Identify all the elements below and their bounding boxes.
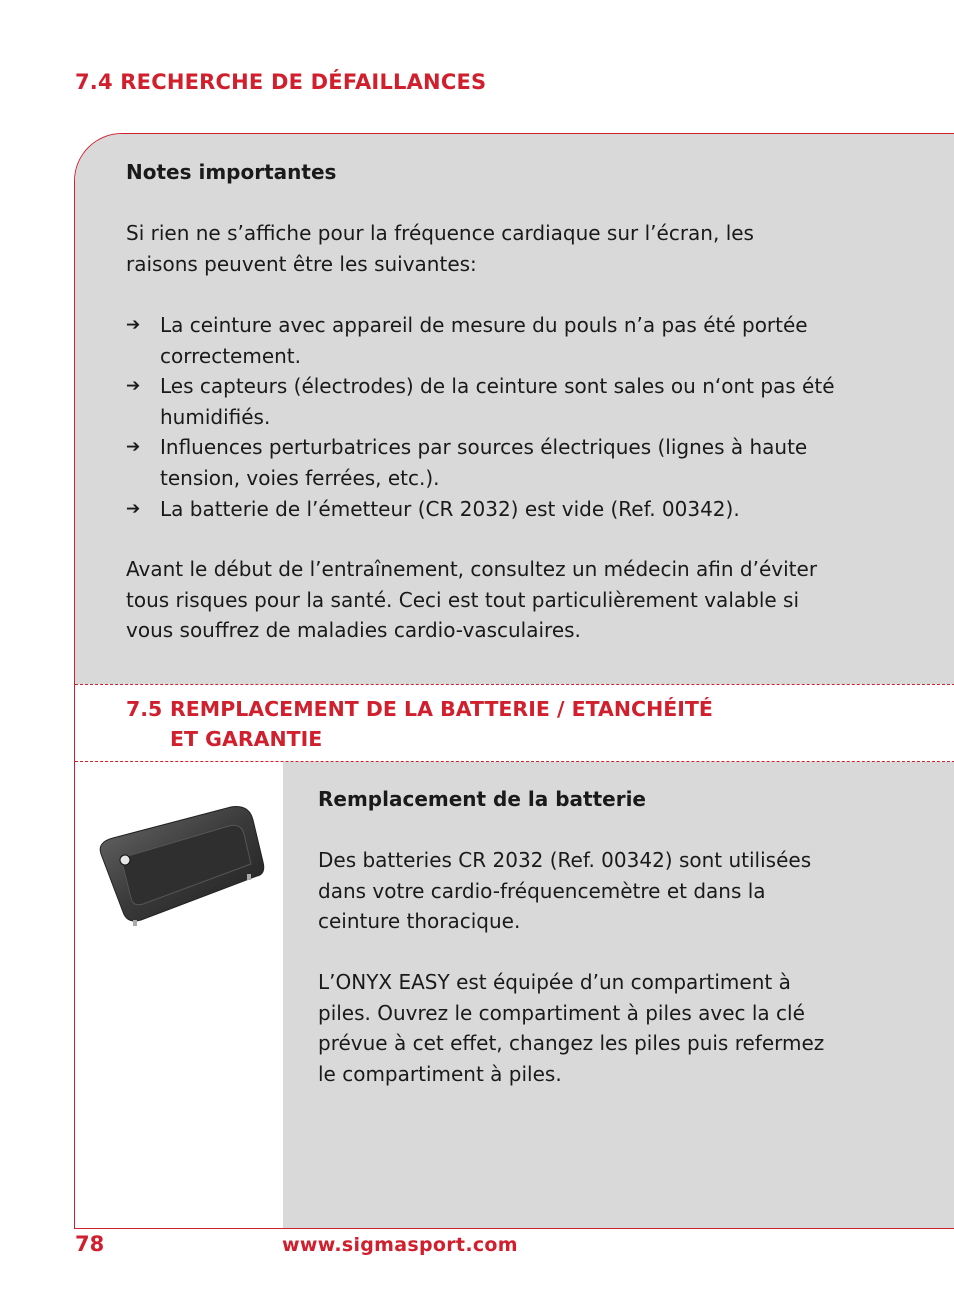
list-item-text: Les capteurs (électrodes) de la ceinture sont sales ou n‘ont pas été humidifiés. — [160, 374, 835, 429]
arrow-right-icon: ➔ — [126, 315, 141, 335]
notes-heading: Notes importantes — [126, 160, 337, 184]
troubleshooting-list — [126, 310, 846, 524]
battery-paragraph-2: L’ONYX EASY est équipée d’un compartiment à piles. Ouvrez le compartiment à piles avec la clé prévue à cet effet, changez les piles puis refermez le compartiment à piles. — [318, 970, 825, 1086]
arrow-right-icon: ➔ — [126, 437, 141, 458]
battery-paragraph-1: Des batteries CR 2032 (Ref. 00342) sont utilisées dans votre cardio-fréquencemètre et dans la ceinture thoracique. — [318, 848, 812, 934]
list-item — [126, 494, 846, 525]
arrow-right-icon: ➔ — [126, 376, 141, 397]
website-link[interactable]: www.sigmasport.com — [282, 1234, 518, 1256]
arrow-right-icon: ➔ — [126, 498, 141, 519]
battery-heading: Remplacement de la batterie — [318, 787, 646, 811]
content-frame — [74, 133, 954, 1229]
notes-intro: Si rien ne s’affiche pour la fréquence cardiaque sur l’écran, les raisons peuvent être les suivantes: — [126, 221, 754, 276]
subsection-number: 7.5 — [126, 697, 163, 721]
list-item — [126, 432, 846, 493]
list-item — [126, 310, 846, 371]
list-item-text: La ceinture avec appareil de mesure du pouls n’a pas été portée correctement. — [160, 313, 808, 368]
page-number: 78 — [75, 1232, 105, 1256]
list-item-text: La batterie de l’émetteur (CR 2032) est vide (Ref. 00342). — [160, 496, 740, 521]
list-item — [126, 371, 846, 432]
list-item-text: Influences perturbatrices par sources électriques (lignes à haute tension, voies ferrées, etc.). — [160, 435, 808, 490]
subsection-title — [126, 694, 713, 754]
section-title: 7.4 RECHERCHE DE DÉFAILLANCES — [75, 70, 487, 94]
battery-compartment-image — [91, 802, 271, 944]
subsection-title-line1: REMPLACEMENT DE LA BATTERIE / ETANCHÉITÉ — [170, 697, 713, 721]
subsection-title-line2: ET GARANTIE — [170, 727, 323, 751]
notes-warning: Avant le début de l’entraînement, consultez un médecin afin d’éviter tous risques pour la santé. Ceci est tout particulièrement valable si vous souffrez de maladies cardio-vasculaires. — [126, 557, 818, 643]
